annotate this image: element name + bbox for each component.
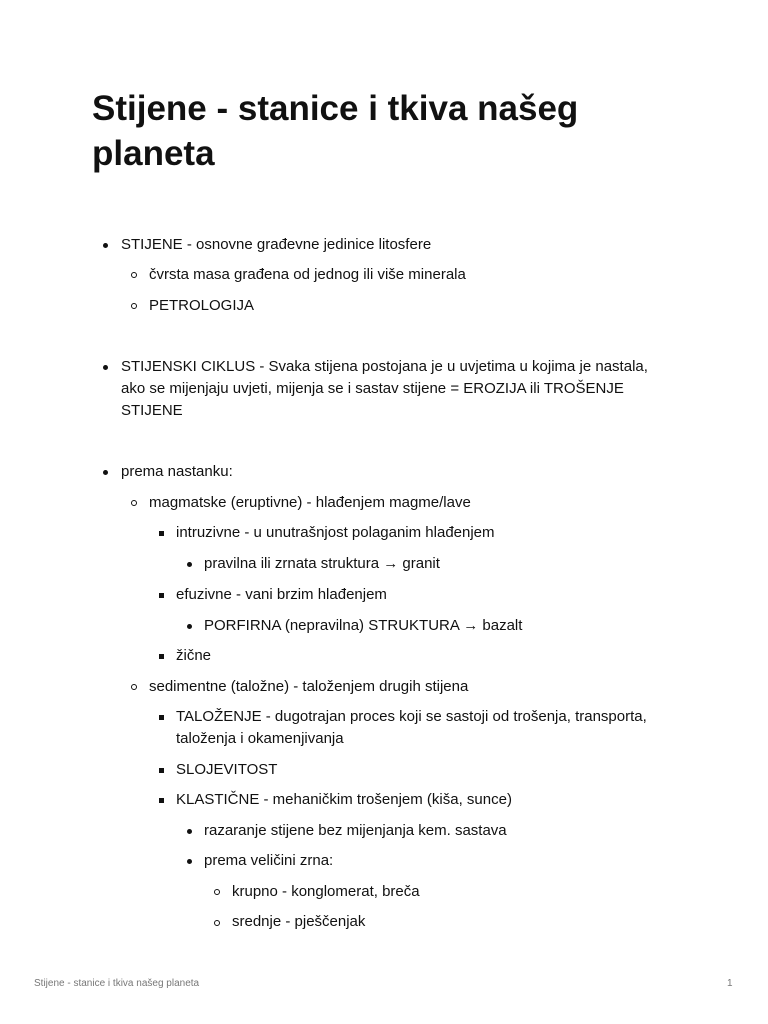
bullet-disc-icon (103, 470, 108, 475)
bullet-square-icon (159, 593, 164, 598)
list-item: prema nastanku: (121, 463, 233, 480)
bullet-disc-icon (103, 243, 108, 248)
bullet-square-icon (159, 798, 164, 803)
list-item: STIJENE - osnovne građevne jedinice litosfere (121, 236, 432, 253)
list-item: efuzivne - vani brzim hlađenjem (176, 586, 387, 603)
list-item: SLOJEVITOST (176, 761, 278, 778)
list-item: KLASTIČNE - mehaničkim trošenjem (kiša, sunce) (176, 791, 512, 808)
list-item: razaranje stijene bez mijenjanja kem. sastava (204, 822, 507, 839)
list-item: magmatske (eruptivne) - hlađenjem magme/lave (149, 494, 471, 511)
bullet-circle-icon (131, 500, 137, 506)
bullet-circle-icon (131, 303, 137, 309)
list-item: krupno - konglomerat, breča (232, 883, 420, 900)
bullet-disc-icon (187, 624, 192, 629)
bullet-circle-icon (214, 920, 220, 926)
list-item: PETROLOGIJA (149, 297, 255, 314)
bullet-disc-icon (187, 562, 192, 567)
list-item: prema veličini zrna: (204, 852, 334, 869)
list-item: srednje - pješčenjak (232, 913, 366, 930)
footer-title: Stijene - stanice i tkiva našeg planeta (34, 978, 200, 989)
list-item: sedimentne (taložne) - taloženjem drugih stijena (149, 678, 469, 695)
bullet-square-icon (159, 768, 164, 773)
list-item-continuation: taloženja i okamenjivanja (176, 730, 344, 747)
bullet-circle-icon (131, 684, 137, 690)
list-item: čvrsta masa građena od jednog ili više minerala (149, 266, 466, 283)
page-number: 1 (727, 978, 733, 989)
list-item: TALOŽENJE - dugotrajan proces koji se sastoji od trošenja, transporta, (176, 708, 647, 725)
list-item: STIJENSKI CIKLUS - Svaka stijena postojana je u uvjetima u kojima je nastala, (121, 358, 648, 375)
page-title: Stijene - stanice i tkiva našeg planeta (92, 89, 579, 173)
list-item: intruzivne - u unutrašnjost polaganim hlađenjem (176, 524, 495, 541)
bullet-disc-icon (187, 859, 192, 864)
list-item-continuation: ako se mijenjaju uvjeti, mijenja se i sastav stijene = EROZIJA ili TROŠENJE (121, 380, 624, 397)
bullet-square-icon (159, 715, 164, 720)
bullet-square-icon (159, 531, 164, 536)
bullet-disc-icon (103, 365, 108, 370)
bullet-square-icon (159, 654, 164, 659)
list-item: žične (176, 647, 212, 664)
bullet-circle-icon (214, 889, 220, 895)
bullet-disc-icon (187, 829, 192, 834)
list-item-continuation: STIJENE (121, 402, 183, 419)
bullet-circle-icon (131, 272, 137, 278)
list-item: PORFIRNA (nepravilna) STRUKTURA → bazalt (204, 617, 523, 634)
list-item: pravilna ili zrnata struktura → granit (204, 555, 440, 572)
